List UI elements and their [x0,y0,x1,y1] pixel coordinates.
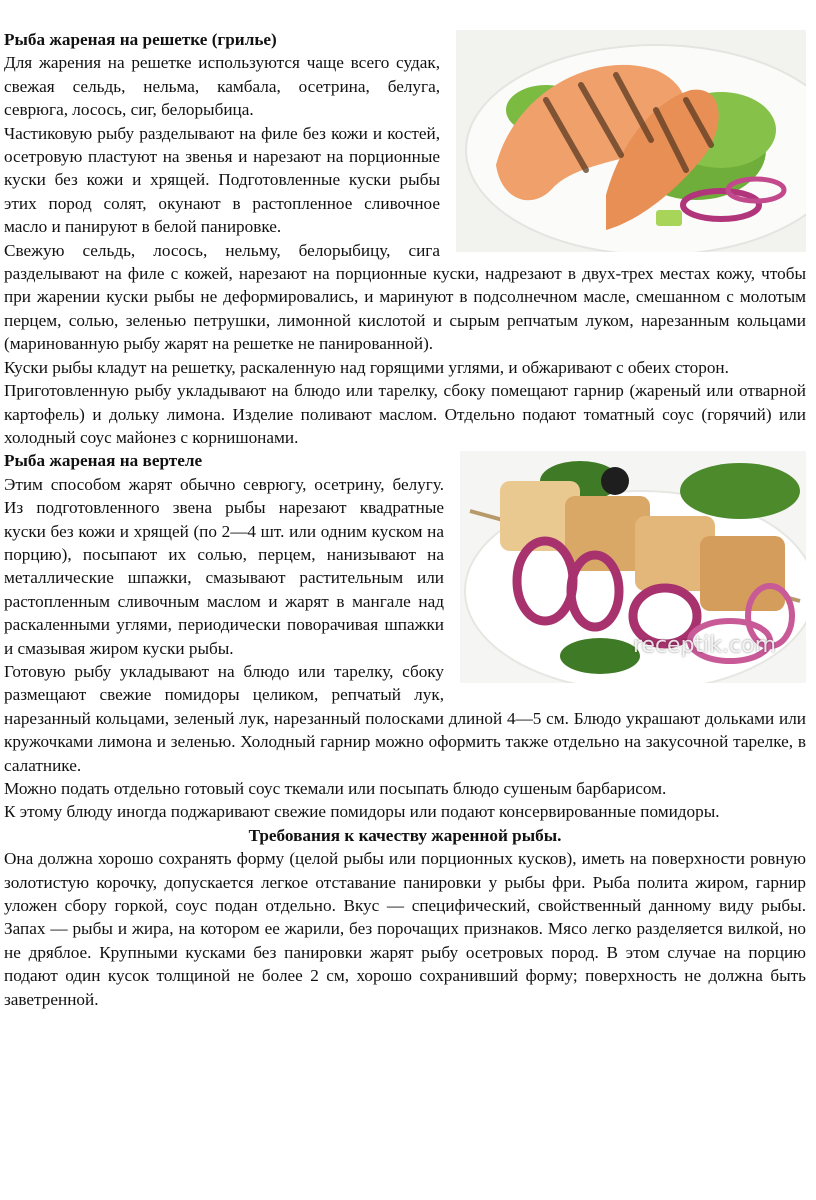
grilled-salmon-illustration [456,30,806,252]
grilled-salmon-photo [456,30,806,252]
section2-paragraph-2: Готовую рыбу укладывают на блюдо или тарелку, сбоку размещают свежие помидоры целиком, репчатый лук, нарезанный кольцами, зеленый лук, нарезанный полосками длиной 4—5 см. Блюдо украшают дольками или кружочками лимона и зеленью. Холодный гарнир можно оформить также отдельно на закусочной тарелке, в салатнике. [4,661,806,775]
section2-title: Рыба жареная на вертеле [4,451,203,471]
section2-paragraph-1: Этим способом жарят обычно севрюгу, осетрину, белугу. Из подготовленного звена рыбы нарезают квадратные куски без кожи и хрящей (по 2—4 шт. или одним куском на порцию), посыпают их солью, перцем, нанизывают на металлические шпажки, смазывают растительным или растопленным сливочным маслом и жарят в мангале над раскаленными углями, периодически поворачивая шпажки и смазывая жиром куски рыбы. [4,474,444,658]
section1-paragraph-1: Для жарения на решетке используются чаще всего судак, свежая сельдь, нельма, камбала, осетрина, белуга, севрюга, лосось, сиг, белорыбица. [4,53,440,120]
fish-skewers-photo [460,451,806,683]
section2-paragraph-3: Можно подать отдельно готовый соус ткемали или посыпать блюдо сушеным барбарисом. [4,779,667,798]
section3-title: Требования к качеству жаренной рыбы. [248,825,562,845]
section1-paragraph-4: Куски рыбы кладут на решетку, раскаленную над горящими углями, и обжаривают с обеих сторон. [4,357,729,377]
section3-paragraph-1: Она должна хорошо сохранять форму (целой рыбы или порционных кусков), иметь на поверхности ровную золотистую корочку, допускается легкое отставание панировки у рыбы фри. Рыба полита жиром, гарнир уложен сбору горкой, соус подан отдельно. Вкус — специфический, свойственный данному виду рыбы. Запах — рыбы и жира, на котором ее жарили, без порочащих признаков. Мясо легко разделяется вилкой, но не дряблое. Крупными кусками без панировки жарят рыбу осетровых пород. В этом случае на порцию подают один кусок толщиной не более 2 см, хорошо сохранивший форму; поверхность не должна быть заветренной. [4,849,806,1009]
section1-title: Рыба жареная на решетке (грилье) [4,30,277,49]
section2-paragraph-4: К этому блюду иногда поджаривают свежие помидоры или подают консервированные помидоры. [4,802,720,822]
section1-paragraph-5: Приготовленную рыбу укладывают на блюдо или тарелку, сбоку помещают гарнир (жареный или отварной картофель) и дольку лимона. Изделие поливают маслом. Отдельно подают томатный соус (горячий) или холодный соус майонез с корнишонами. [4,381,806,447]
section1-paragraph-3: Свежую сельдь, лосось, нельму, белорыбицу, сига разделывают на филе с кожей, нарезают на порционные куски, надрезают в двух-трех местах кожу, чтобы при жарении куски рыбы не деформировались, и маринуют в подсолнечном масле, смешанном с молотым перцем, солью, зеленью петрушки, лимонной кислотой и сырым репчатым луком, нарезанным кольцами (маринованную рыбу жарят на решетке не панированной). [4,240,806,354]
photo-watermark: receptik.com [632,632,776,658]
section1-paragraph-2: Частиковую рыбу разделывают на филе без кожи и костей, осетровую пластуют на звенья и нарезают на порционные куски без кожи и хрящей. Подготовленные куски рыбы этих пород солят, окунают в растопленное сливочное масло и панируют в белой панировке. [4,123,440,237]
